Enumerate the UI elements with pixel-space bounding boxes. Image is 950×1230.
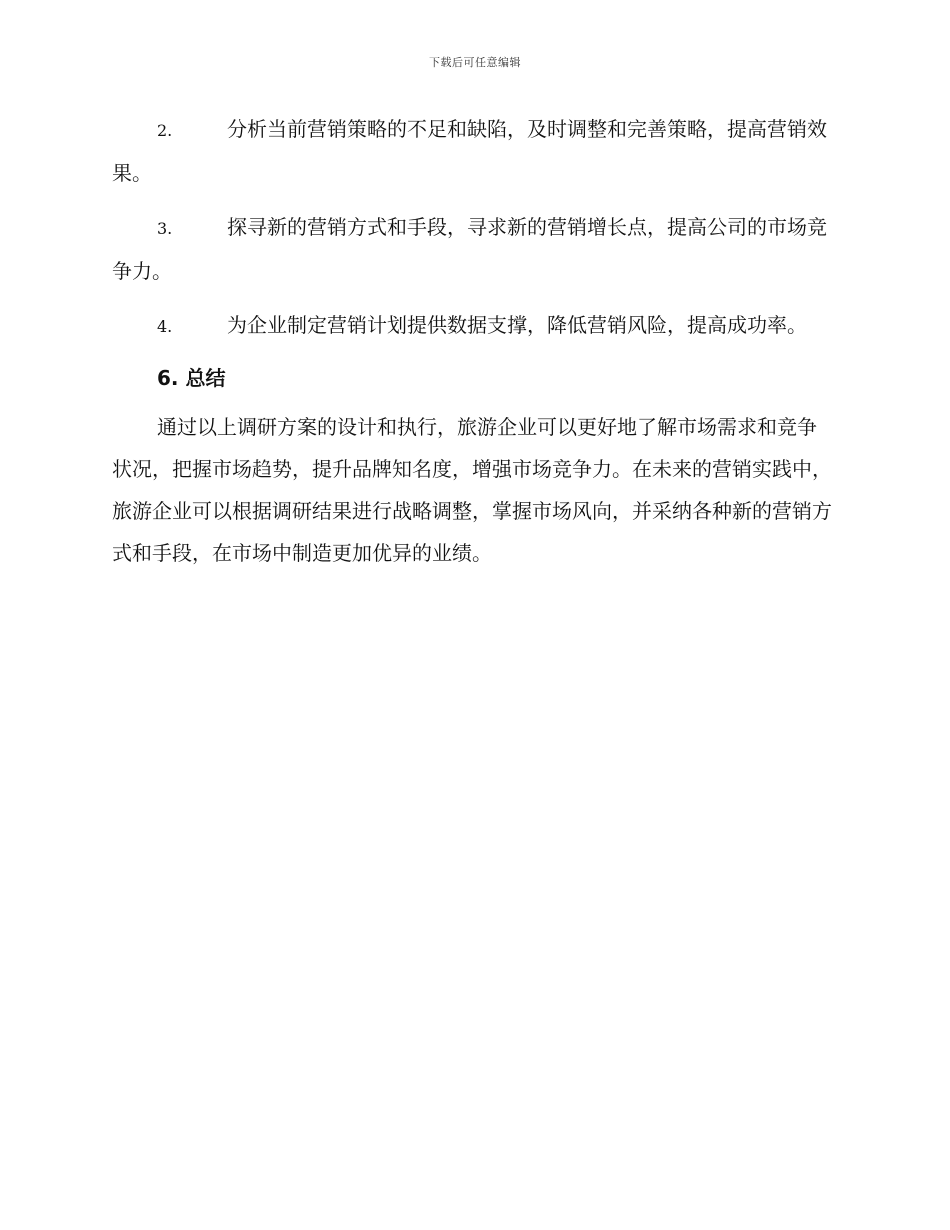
page-header: 下载后可任意编辑 [429, 56, 521, 69]
list-item-text: 探寻新的营销方式和手段，寻求新的营销增长点，提高公司的市场竞争力。 [112, 215, 827, 283]
section-heading: 6. 总结 [157, 366, 226, 390]
list-item-text: 分析当前营销策略的不足和缺陷，及时调整和完善策略，提高营销效果。 [112, 117, 827, 185]
list-item [112, 304, 832, 348]
list-item-number: 2. [157, 121, 173, 140]
summary-paragraph: 通过以上调研方案的设计和执行，旅游企业可以更好地了解市场需求和竞争状况，把握市场趋势，提升品牌知名度，增强市场竞争力。在未来的营销实践中，旅游企业可以根据调研结果进行战略调整，掌握市场风向，并采纳各种新的营销方式和手段，在市场中制造更加优异的业绩。 [112, 415, 832, 565]
list-item-text: 为企业制定营销计划提供数据支撑，降低营销风险，提高成功率。 [227, 313, 807, 337]
list-item [112, 206, 832, 292]
list-item-number: 4. [157, 317, 173, 336]
list-item-number: 3. [157, 219, 173, 238]
document-body [112, 108, 832, 574]
list-item [112, 108, 832, 194]
